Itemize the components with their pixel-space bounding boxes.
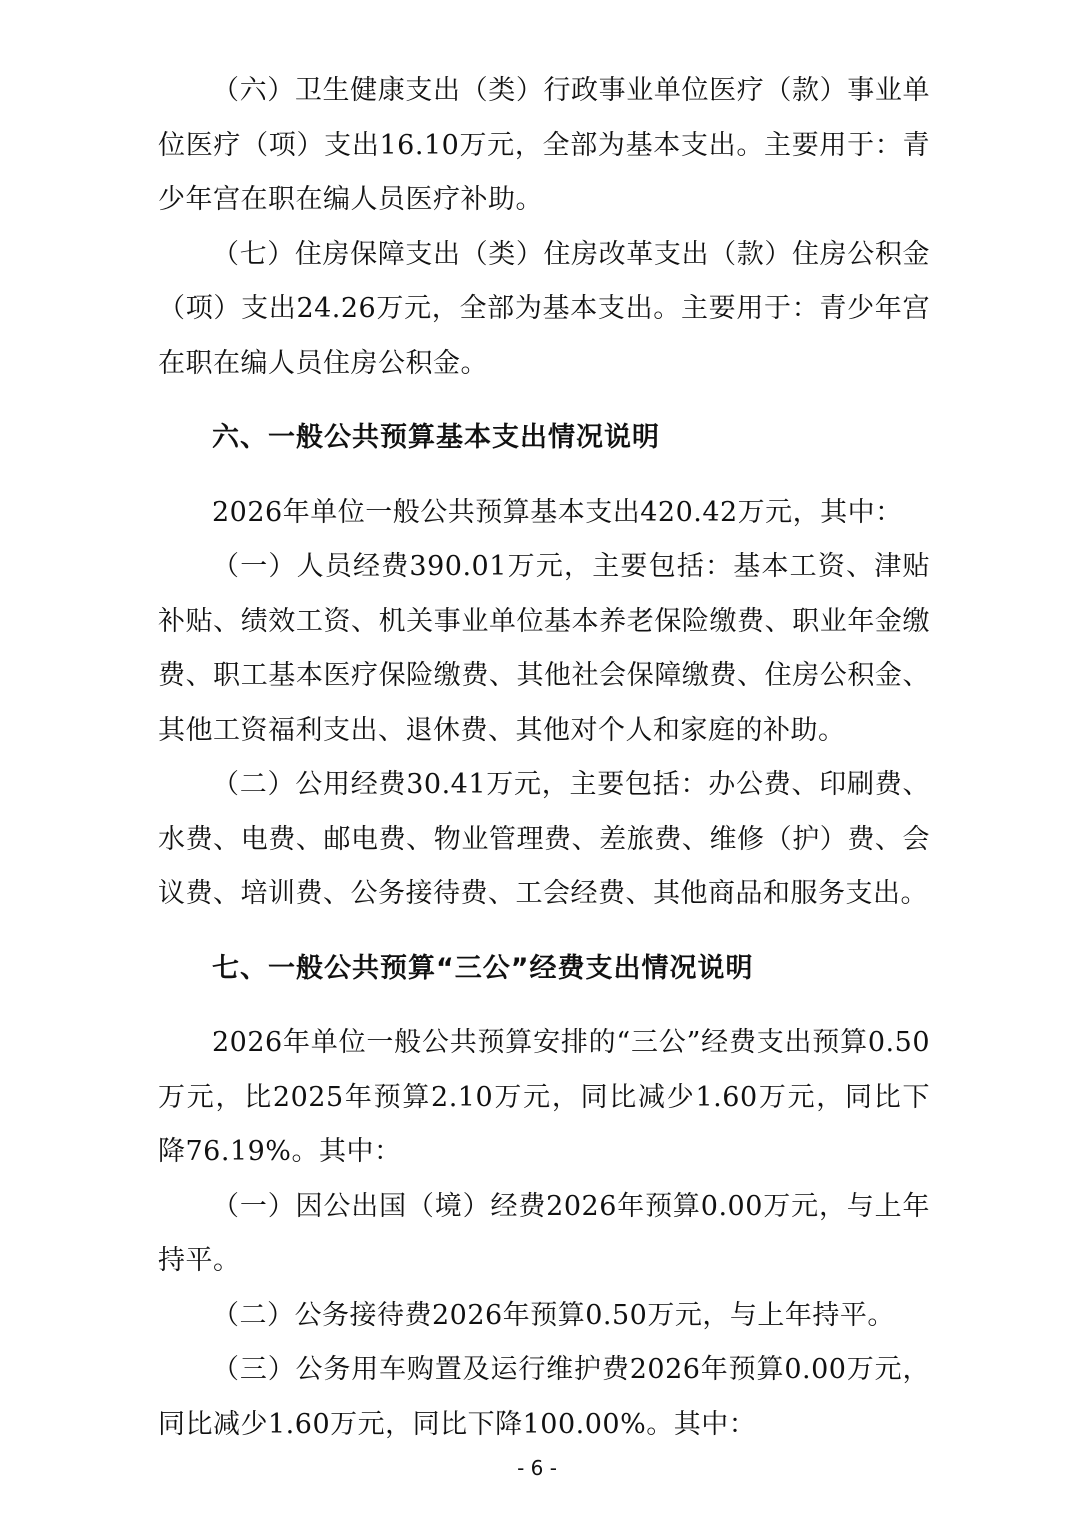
paragraph-official-vehicles: （三）公务用车购置及运行维护费2026年预算0.00万元，同比减少1.60万元，同比下降100.00%。其中： xyxy=(158,1354,930,1440)
paragraph-overseas-travel: （一）因公出国（境）经费2026年预算0.00万元，与上年持平。 xyxy=(158,1190,930,1276)
paragraph-three-public-total: 2026年单位一般公共预算安排的“三公”经费支出预算0.50万元，比2025年预算2.10万元，同比减少1.60万元，同比下降76.19%。其中： xyxy=(158,1027,930,1167)
paragraph-personnel-expenses: （一）人员经费390.01万元，主要包括：基本工资、津贴补贴、绩效工资、机关事业单位基本养老保险缴费、职业年金缴费、职工基本医疗保险缴费、其他社会保障缴费、住房公积金、其他工资福利支出、退休费、其他对个人和家庭的补助。 xyxy=(158,551,930,746)
document-body xyxy=(158,64,930,1452)
paragraph-health-expenditure: （六）卫生健康支出（类）行政事业单位医疗（款）事业单位医疗（项）支出16.10万元，全部为基本支出。主要用于：青少年宫在职在编人员医疗补助。 xyxy=(158,75,930,215)
paragraph-public-expenses: （二）公用经费30.41万元，主要包括：办公费、印刷费、水费、电费、邮电费、物业管理费、差旅费、维修（护）费、会议费、培训费、公务接待费、工会经费、其他商品和服务支出。 xyxy=(158,769,930,909)
section-heading-three-public: 七、一般公共预算“三公”经费支出情况说明 xyxy=(212,952,754,984)
paragraph-official-reception: （二）公务接待费2026年预算0.50万元，与上年持平。 xyxy=(212,1299,895,1331)
paragraph-housing-expenditure: （七）住房保障支出（类）住房改革支出（款）住房公积金（项）支出24.26万元，全部为基本支出。主要用于：青少年宫在职在编人员住房公积金。 xyxy=(158,238,930,379)
paragraph-basic-expenditure-total: 2026年单位一般公共预算基本支出420.42万元，其中： xyxy=(212,496,903,528)
page-number: - 6 - xyxy=(517,1456,557,1480)
section-heading-basic-expenditure: 六、一般公共预算基本支出情况说明 xyxy=(212,422,660,453)
